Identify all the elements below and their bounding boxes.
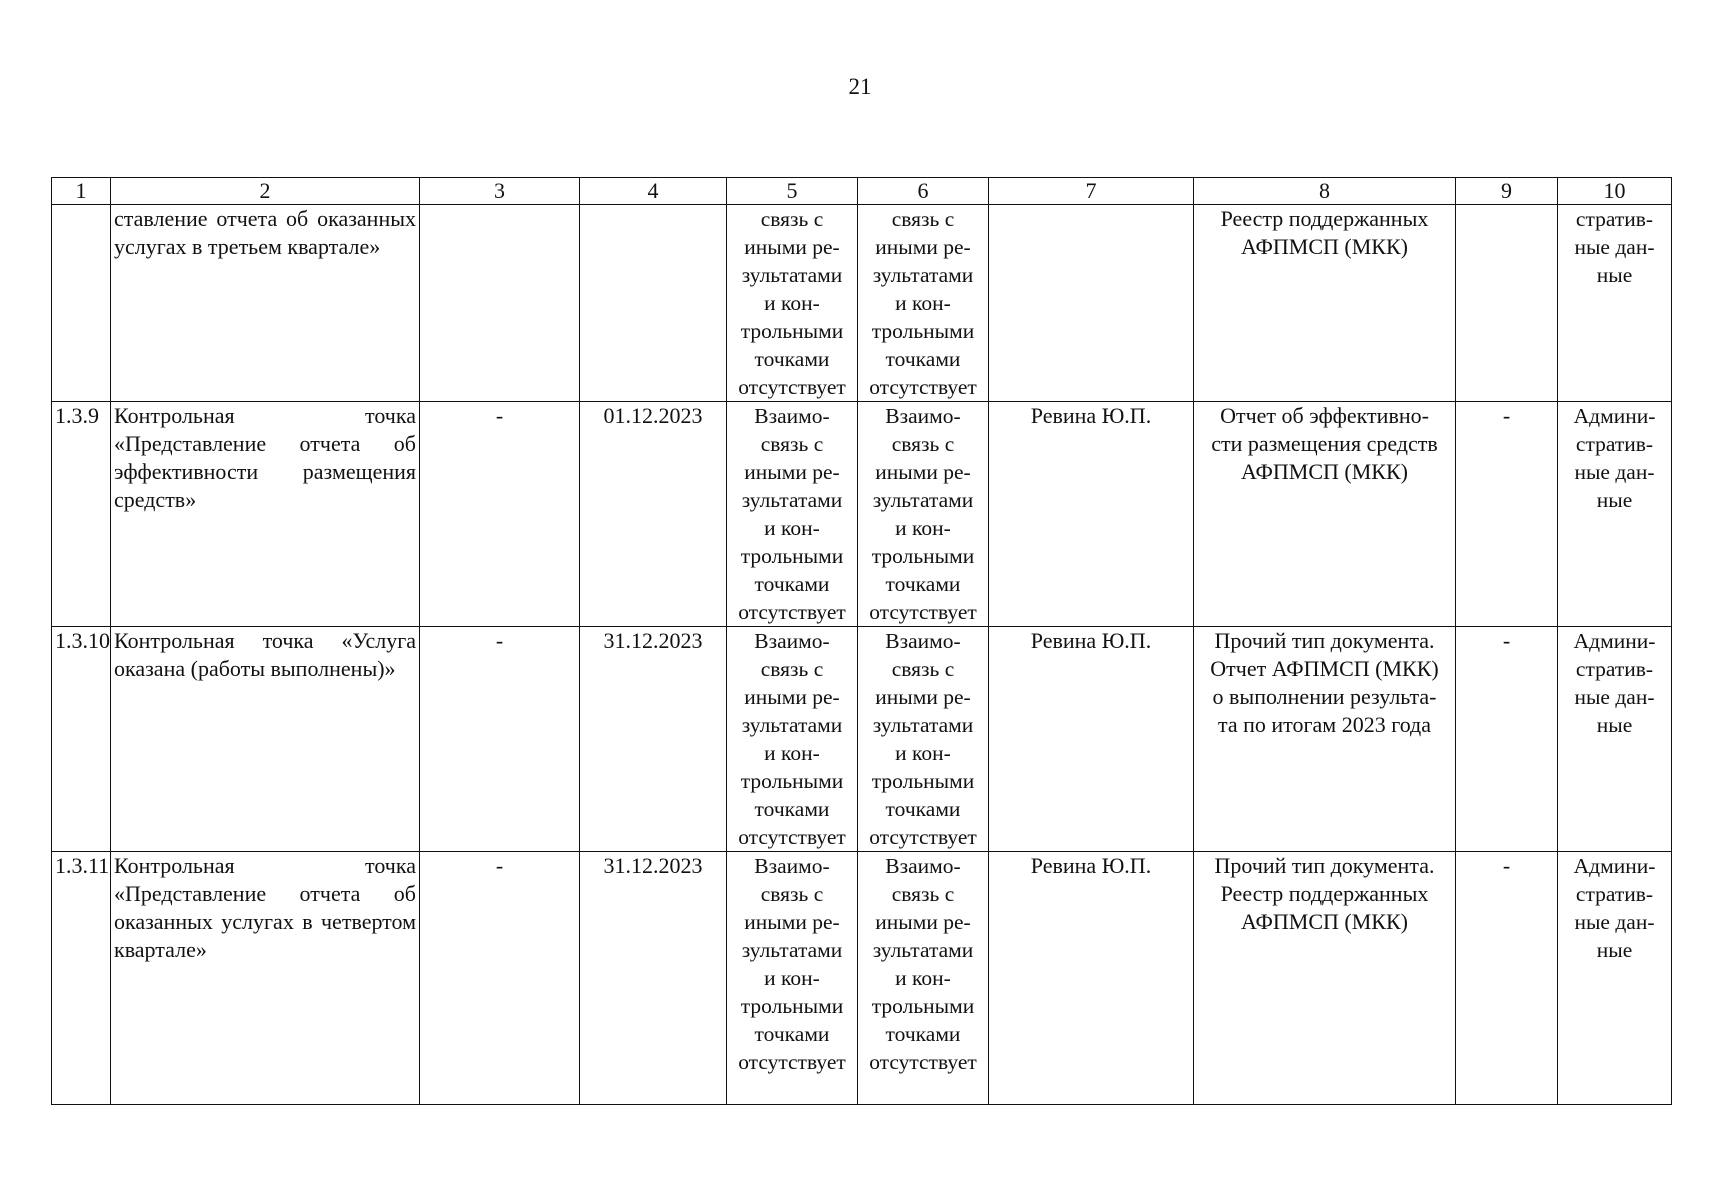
item-name: ставление отчета об оказанных услугах в третьем квартале» <box>111 205 420 402</box>
relation-cell <box>727 627 858 852</box>
column-header: 2 <box>111 178 420 205</box>
relation-line: и кон- <box>895 291 951 315</box>
data-source-cell <box>1558 402 1672 627</box>
relation-line: точками <box>754 572 830 596</box>
item-number: 1.3.10 <box>52 627 111 852</box>
document-line: сти размещения средств <box>1211 431 1438 456</box>
responsible-person <box>989 205 1194 402</box>
relation-line: Взаимо- <box>754 629 830 653</box>
relation-line: зультатами <box>872 263 974 287</box>
relation-line: и кон- <box>895 966 951 990</box>
item-name: Контрольная точка «Услуга оказана (работы выполнены)» <box>111 627 420 852</box>
relation-line: и кон- <box>764 966 820 990</box>
relation-line: иными ре- <box>744 685 840 709</box>
relation-line: отсутствует <box>869 1050 977 1074</box>
item-name: Контрольная точка «Представление отчета об эффективности размещения средств» <box>111 402 420 627</box>
relation-line: иными ре- <box>875 460 971 484</box>
relation-line: трольными <box>871 994 975 1018</box>
relation-line: связь с <box>760 882 824 906</box>
data-source-line: ные <box>1596 488 1633 512</box>
document-line: АФПМСП (МКК) <box>1241 909 1408 934</box>
data-source-cell <box>1558 627 1672 852</box>
relation-line: зультатами <box>872 488 974 512</box>
column-header: 9 <box>1456 178 1558 205</box>
item-name: Контрольная точка «Представление отчета об оказанных услугах в четвертом квартале» <box>111 852 420 1105</box>
document-line: та по итогам 2023 года <box>1217 712 1432 737</box>
relation-cell <box>727 402 858 627</box>
relation-line: зультатами <box>741 488 843 512</box>
table-row <box>52 627 1672 852</box>
responsible-person: Ревина Ю.П. <box>989 627 1194 852</box>
document-line: Реестр поддержанных <box>1220 881 1429 906</box>
relation-line: иными ре- <box>875 235 971 259</box>
data-source-cell <box>1558 852 1672 1105</box>
relation-line: точками <box>885 1022 961 1046</box>
relation-line: зультатами <box>741 263 843 287</box>
item-number <box>52 205 111 402</box>
relation-line: связь с <box>891 657 955 681</box>
relation-cell <box>727 852 858 1105</box>
document-line: Реестр поддержанных <box>1220 206 1429 231</box>
relation-line: зультатами <box>872 713 974 737</box>
relation-line: иными ре- <box>875 910 971 934</box>
col9-cell: - <box>1456 852 1558 1105</box>
table-header-row <box>52 178 1672 205</box>
col9-cell: - <box>1456 627 1558 852</box>
column-header: 7 <box>989 178 1194 205</box>
responsible-person: Ревина Ю.П. <box>989 852 1194 1105</box>
page-number: 21 <box>848 74 872 99</box>
data-source-line: стратив- <box>1575 657 1654 681</box>
relation-line: трольными <box>740 769 844 793</box>
relation-line: отсутствует <box>738 1050 846 1074</box>
item-number: 1.3.11 <box>52 852 111 1105</box>
data-source-line: ные дан- <box>1574 910 1655 934</box>
table-row <box>52 852 1672 1105</box>
document-line: АФПМСП (МКК) <box>1241 234 1408 259</box>
relation-line: точками <box>754 347 830 371</box>
data-source-line: стратив- <box>1575 432 1654 456</box>
relation-line: Взаимо- <box>754 404 830 428</box>
relation-line: и кон- <box>895 741 951 765</box>
relation-line: и кон- <box>764 741 820 765</box>
document-cell <box>1194 852 1456 1105</box>
table-row <box>52 402 1672 627</box>
relation-line: Взаимо- <box>885 629 961 653</box>
relation-line: связь с <box>891 207 955 231</box>
relation-cell <box>858 402 989 627</box>
item-number: 1.3.9 <box>52 402 111 627</box>
relation-line: точками <box>754 797 830 821</box>
relation-line: и кон- <box>764 516 820 540</box>
data-source-line: ные дан- <box>1574 235 1655 259</box>
document-line: АФПМСП (МКК) <box>1241 459 1408 484</box>
relation-line: отсутствует <box>869 600 977 624</box>
column-header: 5 <box>727 178 858 205</box>
data-source-line: Админи- <box>1573 404 1656 428</box>
col9-cell: - <box>1456 402 1558 627</box>
document-line: Отчет АФПМСП (МКК) <box>1210 656 1439 681</box>
predecessor-cell: - <box>420 627 580 852</box>
relation-line: отсутствует <box>869 375 977 399</box>
data-source-line: ные <box>1596 263 1633 287</box>
col9-cell <box>1456 205 1558 402</box>
column-header: 1 <box>52 178 111 205</box>
data-source-line: ные дан- <box>1574 685 1655 709</box>
relation-line: связь с <box>760 432 824 456</box>
relation-line: связь с <box>760 207 824 231</box>
relation-cell <box>858 852 989 1105</box>
relation-cell <box>858 205 989 402</box>
column-header: 10 <box>1558 178 1672 205</box>
deadline-date: 31.12.2023 <box>580 852 727 1105</box>
plan-table <box>51 177 1672 1105</box>
column-header: 8 <box>1194 178 1456 205</box>
relation-line: иными ре- <box>875 685 971 709</box>
relation-line: связь с <box>891 432 955 456</box>
relation-line: отсутствует <box>738 375 846 399</box>
data-source-line: ные дан- <box>1574 460 1655 484</box>
predecessor-cell <box>420 205 580 402</box>
predecessor-cell: - <box>420 852 580 1105</box>
relation-line: Взаимо- <box>754 854 830 878</box>
relation-line: зультатами <box>872 938 974 962</box>
data-source-line: ные <box>1596 938 1633 962</box>
document-line: Отчет об эффективно- <box>1220 403 1429 428</box>
table-row <box>52 205 1672 402</box>
relation-line: иными ре- <box>744 235 840 259</box>
data-source-cell <box>1558 205 1672 402</box>
relation-line: отсутствует <box>738 600 846 624</box>
relation-line: иными ре- <box>744 460 840 484</box>
relation-line: иными ре- <box>744 910 840 934</box>
relation-line: связь с <box>760 657 824 681</box>
relation-line: трольными <box>740 544 844 568</box>
deadline-date <box>580 205 727 402</box>
document-cell <box>1194 627 1456 852</box>
relation-cell <box>727 205 858 402</box>
data-source-line: Админи- <box>1573 854 1656 878</box>
document-line: о выполнении результа- <box>1212 684 1437 709</box>
relation-line: трольными <box>871 544 975 568</box>
relation-line: трольными <box>871 319 975 343</box>
relation-line: точками <box>885 797 961 821</box>
relation-line: точками <box>754 1022 830 1046</box>
relation-line: связь с <box>891 882 955 906</box>
relation-line: трольными <box>740 319 844 343</box>
relation-line: Взаимо- <box>885 854 961 878</box>
document-cell <box>1194 205 1456 402</box>
relation-line: и кон- <box>895 516 951 540</box>
document-line: Прочий тип документа. <box>1214 853 1435 878</box>
relation-line: трольными <box>740 994 844 1018</box>
document-cell <box>1194 402 1456 627</box>
responsible-person: Ревина Ю.П. <box>989 402 1194 627</box>
relation-line: Взаимо- <box>885 404 961 428</box>
data-source-line: ные <box>1596 713 1633 737</box>
relation-line: точками <box>885 572 961 596</box>
deadline-date: 01.12.2023 <box>580 402 727 627</box>
data-source-line: стратив- <box>1575 882 1654 906</box>
column-header: 3 <box>420 178 580 205</box>
deadline-date: 31.12.2023 <box>580 627 727 852</box>
relation-line: отсутствует <box>869 825 977 849</box>
predecessor-cell: - <box>420 402 580 627</box>
data-source-line: стратив- <box>1575 207 1654 231</box>
relation-line: трольными <box>871 769 975 793</box>
document-line: Прочий тип документа. <box>1214 628 1435 653</box>
relation-line: и кон- <box>764 291 820 315</box>
relation-line: точками <box>885 347 961 371</box>
relation-line: зультатами <box>741 713 843 737</box>
data-source-line: Админи- <box>1573 629 1656 653</box>
relation-cell <box>858 627 989 852</box>
relation-line: отсутствует <box>738 825 846 849</box>
column-header: 6 <box>858 178 989 205</box>
column-header: 4 <box>580 178 727 205</box>
relation-line: зультатами <box>741 938 843 962</box>
